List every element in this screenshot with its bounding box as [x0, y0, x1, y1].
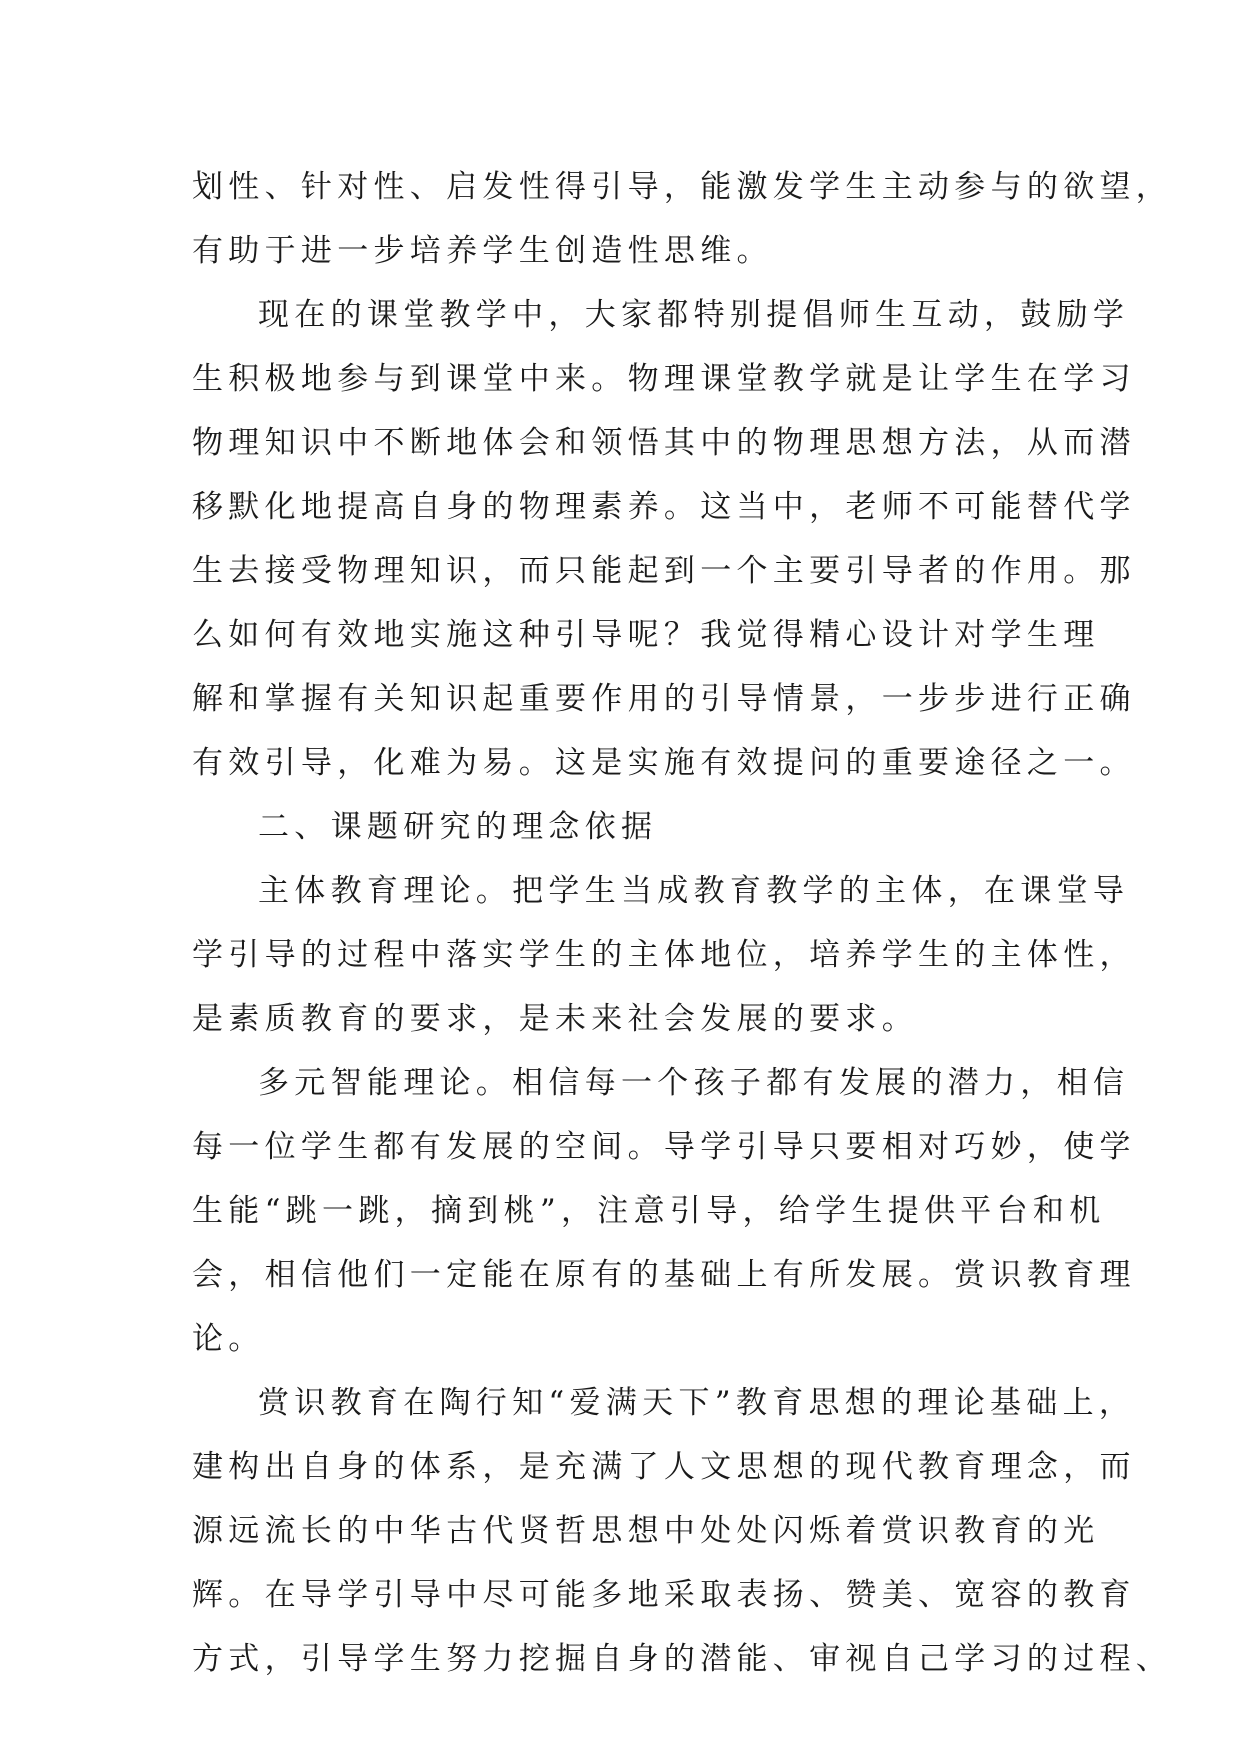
text-line: 生去接受物理知识，而只能起到一个主要引导者的作用。那	[192, 553, 1136, 589]
paragraph	[192, 283, 1136, 795]
paragraph	[192, 1371, 1173, 1691]
text-line: 有助于进一步培养学生创造性思维。	[192, 233, 773, 269]
text-line: 赏识教育在陶行知“爱满天下”教育思想的理论基础上，	[258, 1385, 1136, 1421]
document-body	[192, 155, 1173, 1691]
text-line: 方式，引导学生努力挖掘自身的潜能、审视自己学习的过程、	[192, 1641, 1173, 1677]
text-line: 是素质教育的要求，是未来社会发展的要求。	[192, 1001, 918, 1037]
text-line: 源远流长的中华古代贤哲思想中处处闪烁着赏识教育的光	[192, 1513, 1100, 1549]
text-line: 解和掌握有关知识起重要作用的引导情景，一步步进行正确	[192, 681, 1136, 717]
paragraph	[192, 795, 1072, 859]
text-line: 每一位学生都有发展的空间。导学引导只要相对巧妙，使学	[192, 1129, 1136, 1165]
text-line: 主体教育理论。把学生当成教育教学的主体，在课堂导	[258, 873, 1130, 909]
paragraph	[192, 859, 1136, 1051]
text-line: 划性、针对性、启发性得引导，能激发学生主动参与的欲望，	[192, 169, 1173, 205]
text-line: 学引导的过程中落实学生的主体地位，培养学生的主体性，	[192, 937, 1136, 973]
text-line: 么如何有效地实施这种引导呢？我觉得精心设计对学生理	[192, 617, 1100, 653]
text-line: 建构出自身的体系，是充满了人文思想的现代教育理念，而	[192, 1449, 1136, 1485]
text-line: 生积极地参与到课堂中来。物理课堂教学就是让学生在学习	[192, 361, 1136, 397]
paragraph	[192, 155, 1173, 283]
text-line: 生能“跳一跳，摘到桃”，注意引导，给学生提供平台和机	[192, 1193, 1106, 1229]
text-line: 会，相信他们一定能在原有的基础上有所发展。赏识教育理	[192, 1257, 1136, 1293]
text-line: 多元智能理论。相信每一个孩子都有发展的潜力，相信	[258, 1065, 1130, 1101]
paragraph	[192, 1051, 1136, 1371]
text-line: 二、课题研究的理念依据	[258, 809, 658, 845]
text-line: 物理知识中不断地体会和领悟其中的物理思想方法，从而潜	[192, 425, 1136, 461]
text-line: 现在的课堂教学中，大家都特别提倡师生互动，鼓励学	[258, 297, 1130, 333]
text-line: 辉。在导学引导中尽可能多地采取表扬、赞美、宽容的教育	[192, 1577, 1136, 1613]
text-line: 有效引导，化难为易。这是实施有效提问的重要途径之一。	[192, 745, 1136, 781]
text-line: 移默化地提高自身的物理素养。这当中，老师不可能替代学	[192, 489, 1136, 525]
text-line: 论。	[192, 1321, 265, 1357]
